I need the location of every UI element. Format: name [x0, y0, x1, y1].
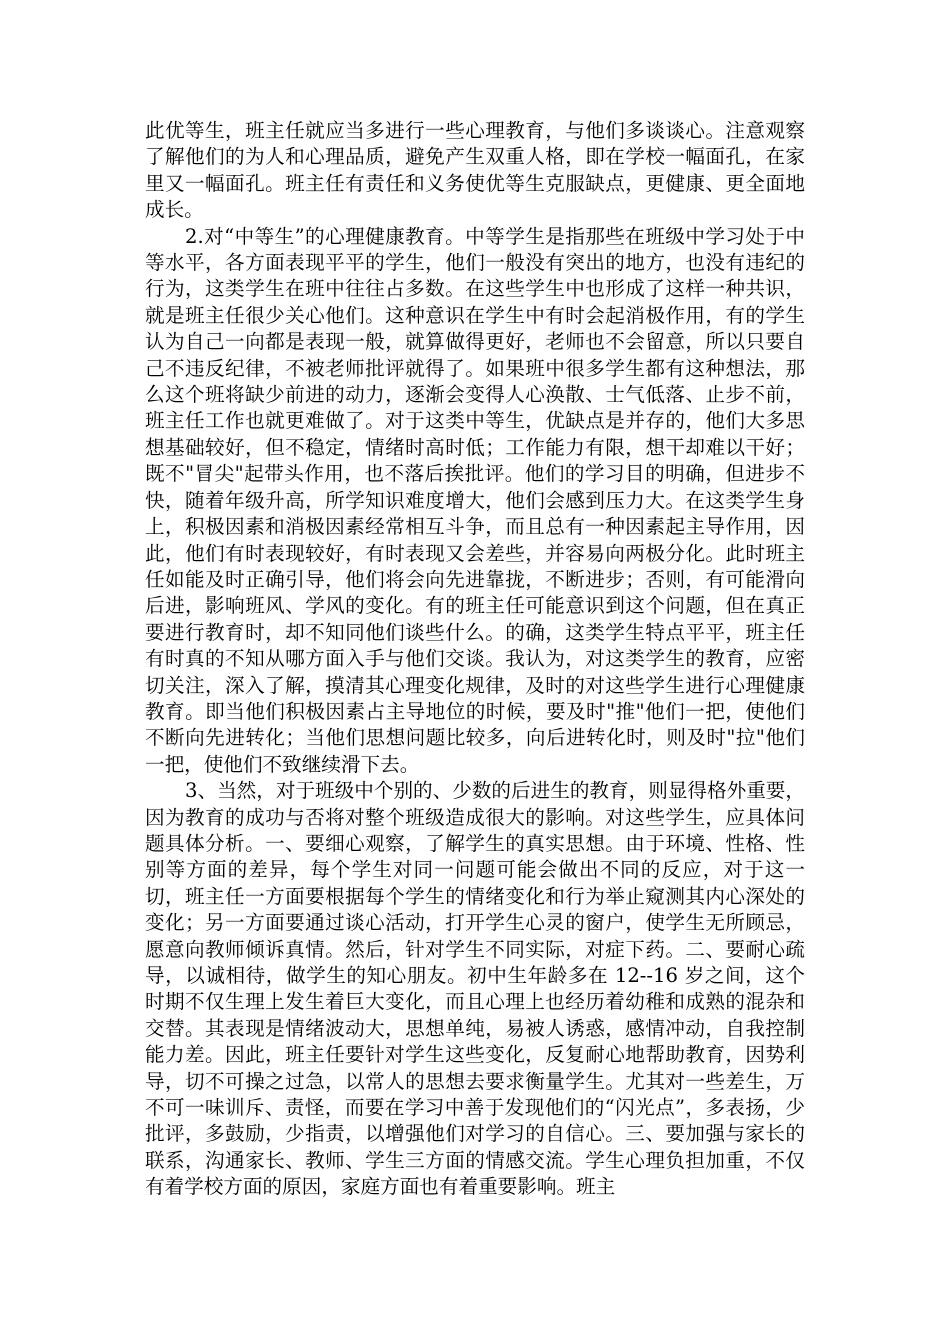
paragraph-middle-students: 2.对“中等生”的心理健康教育。中等学生是指那些在班级中学习处于中等水平，各方面表现平平的学生，他们一般没有突出的地方，也没有违纪的行为，这类学生在班中往往占多数。在这些学生中也形成了这样一种共识，就是班主任很少关心他们。这种意识在学生中有时会起消极作用，有的学生认为自己一向都是表现一般，就算做得更好，老师也不会留意，所以只要自己不违反纪律，不被老师批评就得了。如果班中很多学生都有这种想法，那么这个班将缺少前进的动力，逐渐会变得人心涣散、士气低落、止步不前，班主任工作也就更难做了。对于这类中等生，优缺点是并存的，他们大多思想基础较好，但不稳定，情绪时高时低；工作能力有限，想干却难以干好；既不"冒尖"起带头作用，也不落后挨批评。他们的学习目的明确，但进步不快，随着年级升高，所学知识难度增大，他们会感到压力大。在这类学生身上，积极因素和消极因素经常相互斗争，而且总有一种因素起主导作用，因此，他们有时表现较好，有时表现又会差些，并容易向两极分化。此时班主任如能及时正确引导，他们将会向先进靠拢，不断进步；否则，有可能滑向后进，影响班风、学风的变化。有的班主任可能意识到这个问题，但在真正要进行教育时，却不知同他们谈些什么。的确，这类学生特点平平，班主任有时真的不知从哪方面入手与他们交谈。我认为，对这类学生的教育，应密切关注，深入了解，摸清其心理变化规律，及时的对这些学生进行心理健康教育。即当他们积极因素占主导地位的时候，要及时"推"他们一把，使他们不断向先进转化；当他们思想问题比较多，向后进转化时，则及时"拉"他们一把，使他们不致继续滑下去。 [145, 224, 805, 776]
document-page [145, 118, 805, 1201]
paragraph-continuation: 此优等生，班主任就应当多进行一些心理教育，与他们多谈谈心。注意观察了解他们的为人和心理品质，避免产生双重人格，即在学校一幅面孔，在家里又一幅面孔。班主任有责任和义务使优等生克服缺点，更健康、更全面地成长。 [145, 119, 805, 222]
paragraph-lagging-students: 3、当然，对于班级中个别的、少数的后进生的教育，则显得格外重要，因为教育的成功与否将对整个班级造成很大的影响。对这些学生，应具体问题具体分析。一、要细心观察，了解学生的真实思想。由于环境、性格、性别等方面的差异，每个学生对同一问题可能会做出不同的反应，对于这一切，班主任一方面要根据每个学生的情绪变化和行为举止窥测其内心深处的变化；另一方面要通过谈心活动，打开学生心灵的窗户，使学生无所顾忌，愿意向教师倾诉真情。然后，针对学生不同实际，对症下药。二、要耐心疏导，以诚相待，做学生的知心朋友。初中生年龄多在 12--16 岁之间，这个时期不仅生理上发生着巨大变化，而且心理上也经历着幼稚和成熟的混杂和交替。其表现是情绪波动大，思想单纯，易被人诱惑，感情冲动，自我控制能力差。因此，班主任要针对学生这些变化，反复耐心地帮助教育，因势利导，切不可操之过急，以常人的思想去要求衡量学生。尤其对一些差生，万不可一味训斥、责怪，而要在学习中善于发现他们的“闪光点”，多表扬，少批评，多鼓励，少指责，以增强他们对学习的自信心。三、要加强与家长的联系，沟通家长、教师、学生三方面的情感交流。学生心理负担加重，不仅有着学校方面的原因，家庭方面也有着重要影响。班主 [145, 779, 805, 1199]
